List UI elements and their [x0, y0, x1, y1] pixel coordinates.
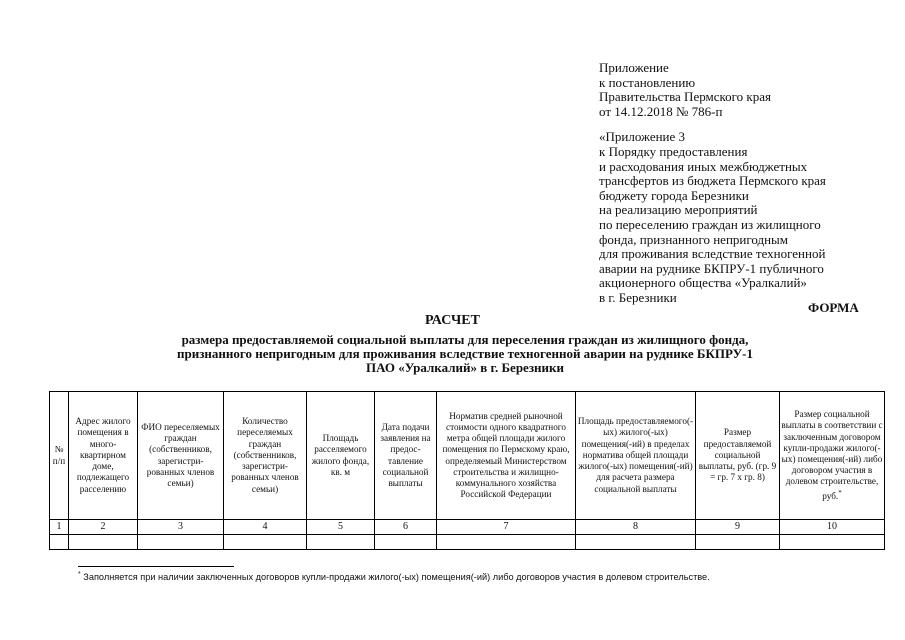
footnote — [78, 571, 710, 582]
appendix-line: Правительства Пермского края — [599, 89, 771, 105]
column-number: 1 — [50, 520, 69, 535]
header-cell: Дата подачи заявления на предос-тавление социальной выплаты — [375, 392, 437, 520]
appendix-line: от 14.12.2018 № 786-п — [599, 103, 723, 119]
table-cell — [696, 535, 780, 550]
appendix-sub-line: фонда, признанного непригодным — [599, 231, 789, 247]
header-cell: Норматив средней рыночной стоимости одного квадратного метра общей площади жилого помещения по Пермскому краю, определяемый Министерством строительства и жилищно-коммунального хозяйства Российской Федерации — [437, 392, 576, 520]
table-cell — [375, 535, 437, 550]
appendix-sub-line: для проживания вследствие техногенной — [599, 246, 826, 262]
table-cell — [69, 535, 138, 550]
footnote-mark: * — [838, 488, 842, 497]
header-cell: Площадь предоставляемого(-ых) жилого(-ых) помещения(-ий) в пределах норматива общей площади жилого(-ых) помещения(-ий) для расчета размера социальной выплаты — [576, 392, 696, 520]
column-number: 4 — [224, 520, 307, 535]
header-cell — [780, 392, 885, 520]
appendix-line: Приложение — [599, 60, 669, 75]
subtitle-line: размера предоставляемой социальной выплаты для переселения граждан из жилищного фонда, — [181, 332, 749, 347]
appendix-sub-line: по переселению граждан из жилищного — [599, 216, 821, 232]
appendix-sub-line: бюджету города Березники — [599, 187, 749, 203]
header-cell: Размер предоставляемой социальной выплаты, руб. (гр. 9 = гр. 7 х гр. 8) — [696, 392, 780, 520]
table-row — [50, 535, 885, 550]
appendix-sub-line: к Порядку предоставления — [599, 143, 748, 159]
table-cell — [576, 535, 696, 550]
column-number: 3 — [138, 520, 224, 535]
appendix-sub-line: на реализацию мероприятий — [599, 202, 758, 218]
table-cell — [224, 535, 307, 550]
subtitle-line: признанного непригодным для проживания вследствие техногенной аварии на руднике БКПРУ-1 — [176, 346, 754, 361]
table-cell — [780, 535, 885, 550]
table-cell — [437, 535, 576, 550]
appendix-sub-line: аварии на руднике БКПРУ-1 публичного — [599, 260, 824, 276]
header-cell: Площадь расселяемого жилого фонда, кв. м — [307, 392, 375, 520]
column-number: 7 — [437, 520, 576, 535]
column-number: 5 — [307, 520, 375, 535]
form-label: ФОРМА — [808, 300, 859, 315]
document-title: РАСЧЕТ — [425, 313, 480, 328]
appendix-block — [599, 61, 826, 306]
appendix-sub-line: в г. Березники — [599, 289, 677, 305]
subtitle-line: ПАО «Уралкалий» в г. Березники — [365, 360, 564, 375]
header-cell: Адрес жилого помещения в много-квартирном доме, подлежащего расселению — [69, 392, 138, 520]
column-number: 2 — [69, 520, 138, 535]
table-cell — [138, 535, 224, 550]
table-number-row — [50, 520, 885, 535]
header-cell: Количество переселяемых граждан (собственников, зарегистри-рованных членов семьи) — [224, 392, 307, 520]
document-subtitle — [120, 333, 810, 375]
appendix-line: к постановлению — [599, 74, 696, 90]
header-cell-text: Размер социальной выплаты в соответствии с заключенным договором купли-продажи жилого(-ых) помещения(-ий) либо договором участия в долевом строительстве, руб. — [781, 409, 883, 501]
column-number: 6 — [375, 520, 437, 535]
appendix-sub-line: «Приложение 3 — [599, 129, 686, 145]
column-number: 9 — [696, 520, 780, 535]
header-cell: ФИО переселяемых граждан (собственников, зарегистри-рованных членов семьи) — [138, 392, 224, 520]
table-cell — [307, 535, 375, 550]
footnote-mark: * — [78, 571, 81, 578]
appendix-sub-line: акционерного общества «Уралкалий» — [599, 275, 807, 291]
footnote-text: Заполняется при наличии заключенных договоров купли-продажи жилого(-ых) помещения(-ий) либо договоров участия в долевом строительстве. — [80, 572, 710, 583]
calculation-table — [49, 391, 885, 550]
header-cell: № п/п — [50, 392, 69, 520]
column-number: 10 — [780, 520, 885, 535]
appendix-sub-line: и расходования иных межбюджетных — [599, 158, 808, 174]
appendix-sub-line: трансфертов из бюджета Пермского края — [599, 173, 826, 189]
table-header-row — [50, 392, 885, 520]
table-cell — [50, 535, 69, 550]
column-number: 8 — [576, 520, 696, 535]
footnote-divider — [78, 566, 234, 567]
